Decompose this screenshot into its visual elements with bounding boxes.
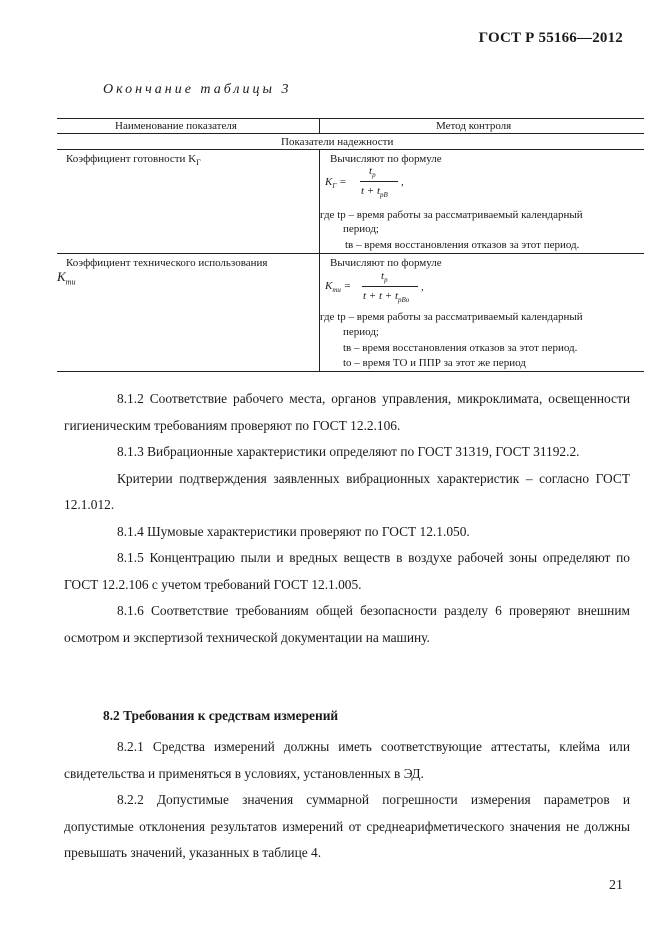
table-caption: Окончание таблицы 3 bbox=[103, 82, 292, 97]
paragraph-8-1-3: 8.1.3 Вибрационные характеристики определяют по ГОСТ 31319, ГОСТ 31192.2. bbox=[117, 444, 580, 459]
paragraph-8-1-2: 8.1.2 Соответствие рабочего места, органов управления, микроклимата, освещенности гигиеническим требованиям проверяют по ГОСТ 12.2.106. bbox=[64, 391, 630, 433]
row2-where-line2: период; bbox=[343, 326, 379, 338]
paragraph-8-1-4: 8.1.4 Шумовые характеристики проверяют по ГОСТ 12.1.050. bbox=[117, 523, 470, 539]
document-code: ГОСТ Р 55166—2012 bbox=[478, 30, 623, 46]
body-section-8-2 bbox=[64, 734, 630, 867]
paragraph-vibration-criteria: Критерии подтверждения заявленных вибрационных характеристик – согласно ГОСТ 12.1.012. bbox=[64, 470, 630, 512]
row2-where-line1: где tр – время работы за рассматриваемый календарный bbox=[320, 311, 583, 323]
row1-where-line3: tв – время восстановления отказов за этот период. bbox=[345, 239, 580, 251]
paragraph-8-2-1: 8.2.1 Средства измерений должны иметь соответствующие аттестаты, клейма или свидетельства и применяться в условиях, установленных в ЭД. bbox=[64, 739, 630, 781]
column-header-method: Метод контроля bbox=[436, 120, 512, 132]
paragraph-8-1-5: 8.1.5 Концентрацию пыли и вредных веществ в воздухе рабочей зоны определяют по ГОСТ 12.2.106 с учетом требований ГОСТ 12.1.005. bbox=[64, 550, 630, 592]
table-column-divider bbox=[319, 149, 320, 371]
row2-indicator-symbol: $K_{ти}$ bbox=[57, 269, 76, 287]
row2-method-intro: Вычисляют по формуле bbox=[330, 257, 442, 269]
group-title: Показатели надежности bbox=[281, 136, 394, 148]
row2-where-line4: tо – время ТО и ППР за этот же период bbox=[343, 357, 526, 369]
row2-indicator-name: Коэффициент технического использования bbox=[66, 257, 268, 269]
row1-where-line1: где tp – время работы за рассматриваемый календарный bbox=[320, 209, 583, 221]
paragraph-8-1-6: 8.1.6 Соответствие требованиям общей безопасности разделу 6 проверяют внешним осмотром и экспертизой технической документации на машину. bbox=[64, 603, 630, 645]
paragraph-8-2-2: 8.2.2 Допустимые значения суммарной погрешности измерения параметров и допустимые отклонения результатов измерений от среднеарифметического значения не должны превышать значений, указанных в таблице 4. bbox=[64, 792, 630, 860]
row1-method-intro: Вычисляют по формуле bbox=[330, 153, 442, 165]
column-header-name: Наименование показателя bbox=[115, 120, 237, 132]
table-group-border bbox=[57, 149, 644, 150]
table-header-divider bbox=[319, 118, 320, 133]
body-section-8-1 bbox=[64, 386, 630, 651]
table-bottom-border bbox=[57, 371, 644, 372]
table-header-border bbox=[57, 133, 644, 134]
table-row-border bbox=[57, 253, 644, 254]
row1-where-line2: период; bbox=[343, 223, 379, 235]
section-title: 8.2 Требования к средствам измерений bbox=[103, 708, 339, 723]
row2-where-line3: tв – время восстановления отказов за этот период. bbox=[343, 342, 578, 354]
page-number: 21 bbox=[609, 878, 623, 893]
row1-indicator-name: Коэффициент готовности $K_Г$ bbox=[66, 153, 201, 168]
